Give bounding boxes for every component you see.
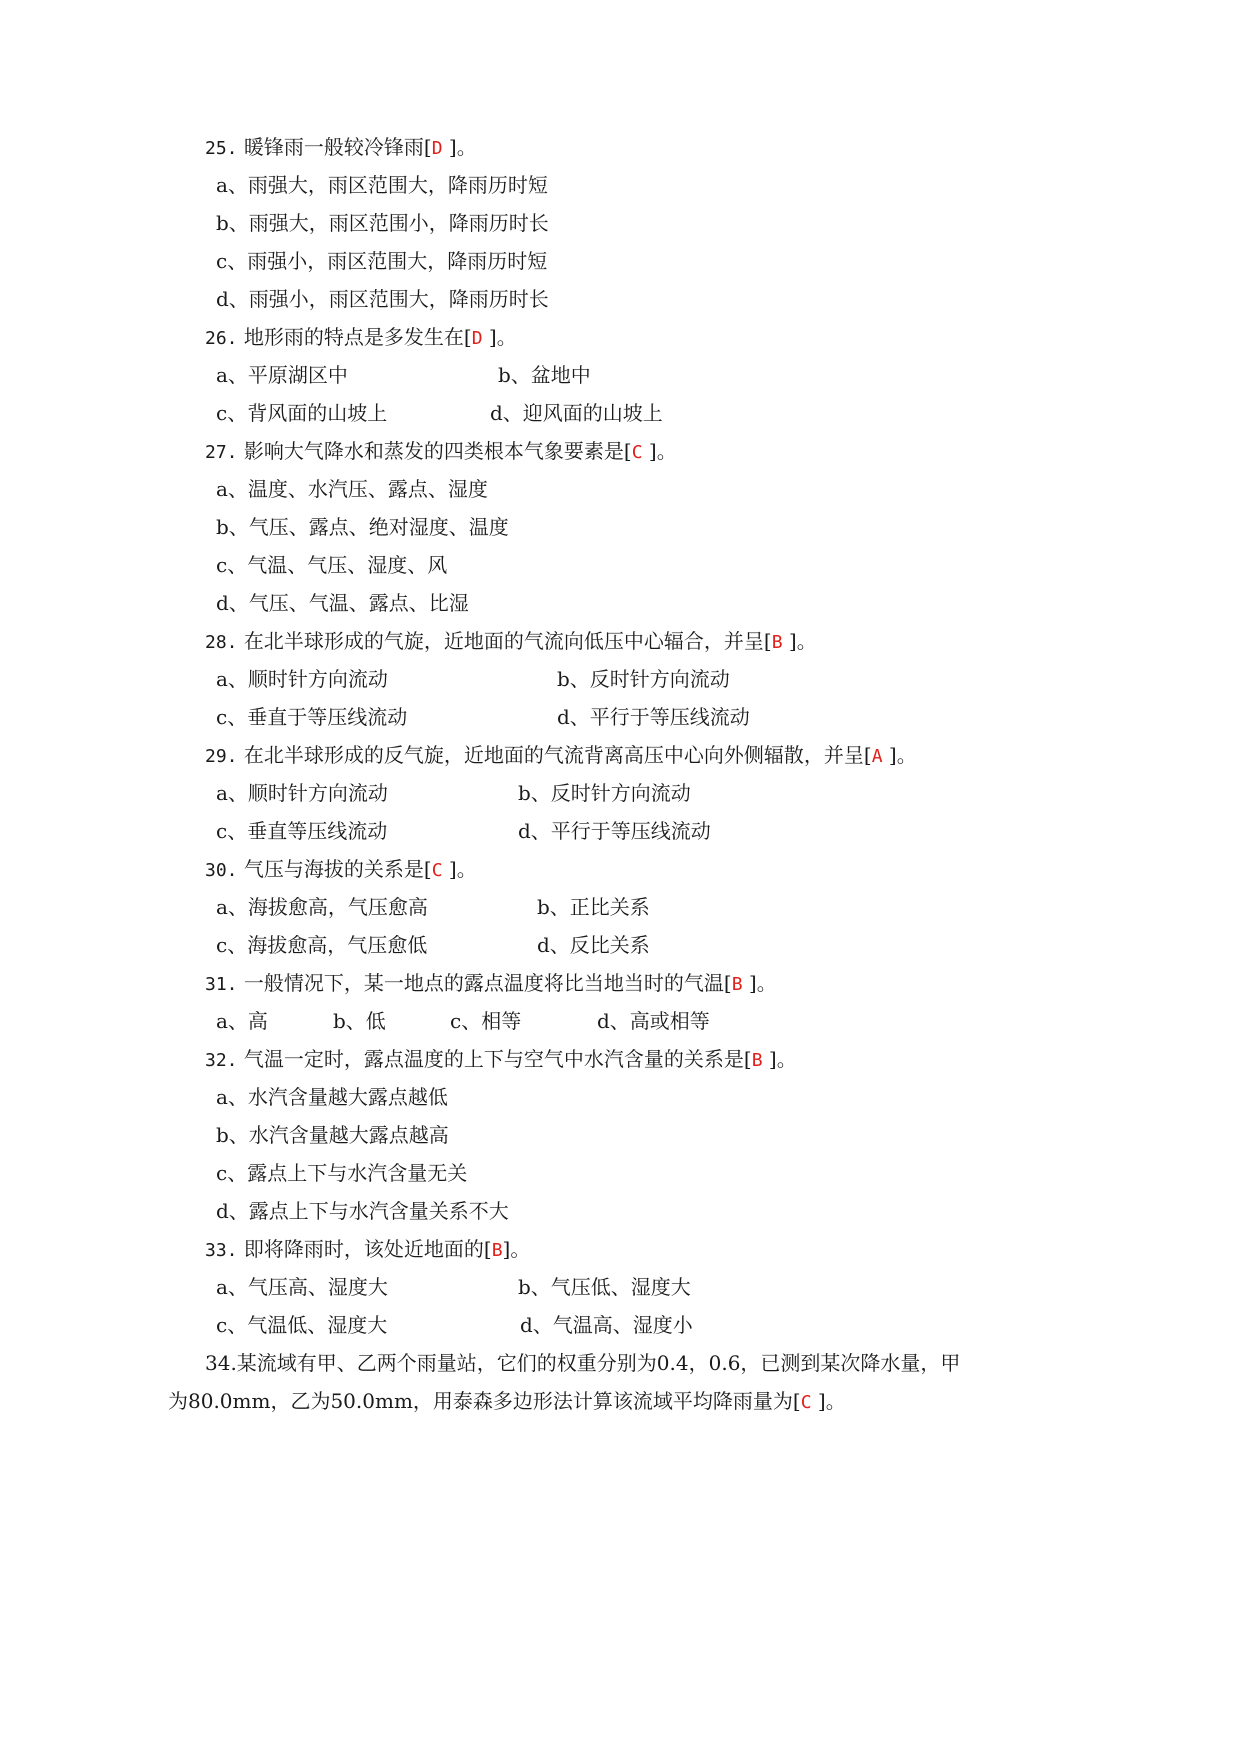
- option-31-d: d、高或相等: [597, 1009, 710, 1033]
- option-29-d: d、平行于等压线流动: [518, 819, 711, 843]
- option-32-d: d、露点上下与水汽含量关系不大: [216, 1199, 509, 1223]
- option-26-d: d、迎风面的山坡上: [490, 401, 663, 425]
- option-27-c: c、气温、气压、湿度、风: [216, 553, 448, 577]
- option-30-b: b、正比关系: [537, 895, 650, 919]
- option-32-b: b、水汽含量越大露点越高: [216, 1123, 449, 1147]
- answer-mark: D: [431, 138, 443, 159]
- question-29: 29. 在北半球形成的反气旋，近地面的气流背离高压中心向外侧辐散，并呈[A ]。: [205, 743, 917, 767]
- option-30-a: a、海拔愈高，气压愈高: [216, 895, 428, 919]
- option-25-c: c、雨强小，雨区范围大，降雨历时短: [216, 249, 548, 273]
- option-26-b: b、盆地中: [498, 363, 591, 387]
- option-26-c: c、背风面的山坡上: [216, 401, 388, 425]
- option-31-a: a、高: [216, 1009, 268, 1033]
- option-26-a: a、平原湖区中: [216, 363, 348, 387]
- question-33: 33. 即将降雨时，该处近地面的[B]。: [205, 1237, 531, 1261]
- option-28-b: b、反时针方向流动: [557, 667, 730, 691]
- answer-mark: A: [871, 746, 883, 767]
- option-27-d: d、气压、气温、露点、比湿: [216, 591, 469, 615]
- answer-mark: B: [731, 974, 743, 995]
- option-31-b: b、低: [333, 1009, 386, 1033]
- answer-mark: D: [471, 328, 483, 349]
- option-30-c: c、海拔愈高，气压愈低: [216, 933, 428, 957]
- question-28: 28. 在北半球形成的气旋，近地面的气流向低压中心辐合，并呈[B ]。: [205, 629, 817, 653]
- question-31: 31. 一般情况下，某一地点的露点温度将比当地当时的气温[B ]。: [205, 971, 777, 995]
- option-25-a: a、雨强大，雨区范围大，降雨历时短: [216, 173, 548, 197]
- option-25-b: b、雨强大，雨区范围小，降雨历时长: [216, 211, 549, 235]
- option-29-c: c、垂直等压线流动: [216, 819, 388, 843]
- option-28-a: a、顺时针方向流动: [216, 667, 388, 691]
- option-33-a: a、气压高、湿度大: [216, 1275, 388, 1299]
- question-26: 26. 地形雨的特点是多发生在[D ]。: [205, 325, 517, 349]
- question-32: 32. 气温一定时，露点温度的上下与空气中水汽含量的关系是[B ]。: [205, 1047, 797, 1071]
- question-25: 25. 暖锋雨一般较冷锋雨[D ]。: [205, 135, 477, 159]
- option-33-d: d、气温高、湿度小: [520, 1313, 693, 1337]
- option-29-a: a、顺时针方向流动: [216, 781, 388, 805]
- question-34-line2: 为80.0mm，乙为50.0mm，用泰森多边形法计算该流域平均降雨量为[C ]。: [168, 1389, 846, 1413]
- option-32-c: c、露点上下与水汽含量无关: [216, 1161, 468, 1185]
- option-30-d: d、反比关系: [537, 933, 650, 957]
- answer-mark: B: [751, 1050, 763, 1071]
- answer-mark: C: [631, 442, 643, 463]
- option-28-d: d、平行于等压线流动: [557, 705, 750, 729]
- question-30: 30. 气压与海拔的关系是[C ]。: [205, 857, 477, 881]
- option-27-a: a、温度、水汽压、露点、湿度: [216, 477, 488, 501]
- answer-mark: B: [491, 1240, 503, 1261]
- option-25-d: d、雨强小，雨区范围大，降雨历时长: [216, 287, 549, 311]
- option-28-c: c、垂直于等压线流动: [216, 705, 408, 729]
- option-32-a: a、水汽含量越大露点越低: [216, 1085, 448, 1109]
- option-33-c: c、气温低、湿度大: [216, 1313, 388, 1337]
- option-29-b: b、反时针方向流动: [518, 781, 691, 805]
- answer-mark: C: [800, 1392, 812, 1413]
- option-27-b: b、气压、露点、绝对湿度、温度: [216, 515, 509, 539]
- option-31-c: c、相等: [450, 1009, 522, 1033]
- question-34-line1: 34.某流域有甲、乙两个雨量站，它们的权重分别为0.4，0.6，已测到某次降水量，甲: [205, 1351, 961, 1375]
- answer-mark: B: [771, 632, 783, 653]
- question-27: 27. 影响大气降水和蒸发的四类根本气象要素是[C ]。: [205, 439, 677, 463]
- answer-mark: C: [431, 860, 443, 881]
- option-33-b: b、气压低、湿度大: [518, 1275, 691, 1299]
